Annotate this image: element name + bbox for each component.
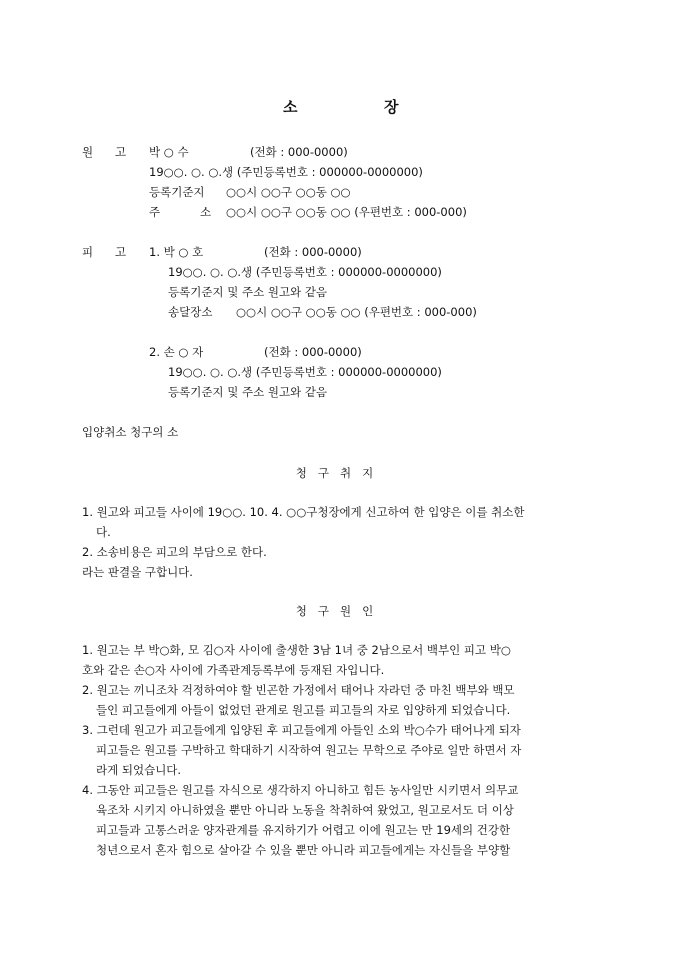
claim-purpose-line: 다. [96, 525, 111, 539]
defendant-2-birth: 19○○. ○. ○.생 (주민등록번호 : 000000-0000000) [168, 365, 442, 379]
document-title [0, 96, 680, 118]
claim-cause-line: 육조차 시키지 아니하였을 뿐만 아니라 노동을 착취하여 왔었고, 원고로서도 더 이상 [96, 803, 514, 817]
claim-cause-line: 피고들과 고통스러운 양자관계를 유지하기가 어렵고 이에 원고는 만 19세의 건강한 [96, 823, 511, 837]
defendant-2-registry: 등록기준지 및 주소 원고와 같음 [168, 385, 328, 399]
claim-purpose-line: 1. 원고와 피고들 사이에 19○○. 10. 4. ○○구청장에게 신고하여 한 입양은 이를 취소한 [82, 505, 525, 519]
plaintiff-registry-label: 등록기준지 [149, 185, 205, 199]
defendant-label-pi: 피 [82, 245, 94, 259]
claim-purpose-line: 2. 소송비용은 피고의 부담으로 한다. [82, 545, 267, 559]
plaintiff-address-label-so: 소 [200, 205, 212, 219]
defendant-1-registry: 등록기준지 및 주소 원고와 같음 [168, 285, 328, 299]
claim-cause-line: 1. 원고는 부 박○화, 모 김○자 사이에 출생한 3남 1녀 중 2남으로서 백부인 피고 박○ [82, 643, 511, 657]
claim-cause-body [82, 640, 600, 860]
defendant-2-phone: (전화 : 000-0000) [264, 345, 362, 359]
defendant-1-service-label: 송달장소 [168, 305, 213, 319]
plaintiff-label-go: 고 [115, 145, 127, 159]
plaintiff-phone: (전화 : 000-0000) [250, 145, 348, 159]
defendant-2-name: 2. 손 ○ 자 [149, 345, 204, 359]
plaintiff-name: 박 ○ 수 [149, 145, 189, 159]
claim-cause-line: 들인 피고들에게 아들이 없었던 관계로 원고를 피고들의 자로 입양하게 되었습니다. [96, 703, 511, 717]
case-name: 입양취소 청구의 소 [82, 425, 179, 439]
defendant-1-birth: 19○○. ○. ○.생 (주민등록번호 : 000000-0000000) [168, 265, 442, 279]
claim-cause-line: 3. 그런데 원고가 피고들에게 입양된 후 피고들에게 아들인 소외 박○수가 태어나게 되자 [82, 723, 521, 737]
defendant-1-phone: (전화 : 000-0000) [264, 245, 362, 259]
claim-cause-line: 4. 그동안 피고들은 원고를 자식으로 생각하지 아니하고 힘든 농사일만 시키면서 의무교 [82, 783, 519, 797]
claim-purpose-heading: 청구취지 [295, 466, 385, 480]
defendant-1-name: 1. 박 ○ 호 [149, 245, 204, 259]
title-char-so: 소 [283, 98, 298, 116]
defendant-1-service-value: ○○시 ○○구 ○○동 ○○ (우편번호 : 000-000) [236, 305, 477, 319]
defendant-label-go: 고 [115, 245, 127, 259]
claim-cause-line: 피고들은 원고를 구박하고 학대하기 시작하여 원고는 무학으로 주야로 일만 하면서 자 [96, 743, 522, 757]
claim-cause-heading: 청구원인 [295, 604, 385, 618]
plaintiff-birth: 19○○. ○. ○.생 (주민등록번호 : 000000-0000000) [149, 165, 423, 179]
plaintiff-address-label-ju: 주 [149, 205, 161, 219]
claim-purpose-body [82, 502, 600, 582]
title-char-jang: 장 [384, 98, 399, 116]
claim-cause-line: 2. 원고는 끼니조차 걱정하여야 할 빈곤한 가정에서 태어나 자라던 중 마친 백부와 백모 [82, 683, 515, 697]
plaintiff-label-won: 원 [82, 145, 94, 159]
claim-cause-line: 라게 되었습니다. [96, 763, 182, 777]
plaintiff-registry-value: ○○시 ○○구 ○○동 ○○ [226, 185, 351, 199]
plaintiff-address-value: ○○시 ○○구 ○○동 ○○ (우편번호 : 000-000) [226, 205, 467, 219]
claim-cause-line: 호와 같은 손○자 사이에 가족관계등록부에 등재된 자입니다. [82, 663, 385, 677]
claim-purpose-line: 라는 판결을 구합니다. [82, 565, 193, 579]
claim-cause-line: 청년으로서 혼자 힘으로 살아갈 수 있을 뿐만 아니라 피고들에게는 자신들을 부양할 [96, 843, 511, 857]
